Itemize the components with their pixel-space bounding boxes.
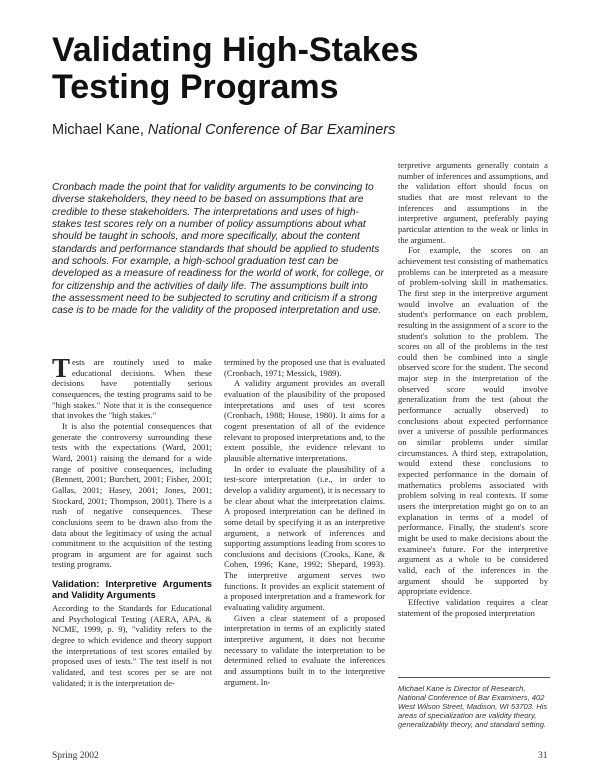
paragraph: Effective validation requires a clear statement of the proposed interpretation — [398, 596, 548, 618]
paragraph: terpretive arguments generally contain a number of inferences and assumptions, and the validation effort should focus on studies that are most relevant to the inferences and assumptions in the interpretive argument, preferably paying particular attention to the weak or links in the argument. — [398, 160, 548, 245]
drop-cap: T — [52, 353, 71, 383]
paragraph: A validity argument provides an overall evaluation of the plausibility of the proposed interpretations and uses of test scores (Cronbach, 1988; House, 1980). It aims for a cogent presentation of all of the evidence relevant to proposed interpretations and, to the extent possible, the evidence relevant to plausible alternative interpretations. — [224, 378, 385, 463]
paragraph — [52, 353, 212, 421]
body-column-1 — [52, 353, 212, 688]
paragraph: According to the Standards for Educational and Psychological Testing (AERA, APA, & NCME, 1999, p. 9), "validity refers to the degree to which evidence and theory support the interpretations of test scores entailed by proposed uses of tests." The test itself is not validated, and test scores per se are not validated; it is the interpretation de- — [52, 603, 212, 688]
paragraph: In order to evaluate the plausibility of a test-score interpretation (i.e., in order to develop a validity argument), it is necessary to be clear about what the interpretation claims. A proposed interpretation can be defined in some detail by specifying it as an interpretive argument, a network of inferences and supporting assumptions leading from scores to conclusions and decisions (Crooks, Kane, & Cohen, 1996; Kane, 1992; Shepard, 1993). The interpretive argument serves two functions. It provides an explicit statement of a proposed interpretation and a framework for evaluating validity argument. — [224, 463, 385, 613]
author-bio: Michael Kane is Director of Research, National Conference of Bar Examiners, 402 West Wilson Street, Madison, WI 53703. His areas of specialization are validity theory, generalizability theory, and standard setting. — [398, 684, 548, 730]
author-affiliation: National Conference of Bar Examiners — [147, 122, 396, 138]
section-heading: Validation: Interpretive Arguments and Validity Arguments — [52, 578, 212, 601]
article-title — [52, 32, 552, 106]
issue-date: Spring 2002 — [52, 751, 99, 761]
abstract: Cronbach made the point that for validity arguments to be convincing to diverse stakeholders, they need to be based on assumptions that are credible to these stakeholders. The interpretations and uses of high-stakes test scores rely on a number of policy assumptions about what should be taught in schools, and more specifically, about the content standards and performance standards that should be applied to students and schools. For example, a high-school graduation test can be developed as a measure of readiness for the world of work, for college, or for citizenship and the activities of daily life. The assumptions built into the assessment need to be subjected to scrutiny and criticism if a strong case is to be made for the validity of the proposed interpretation and use. — [52, 182, 384, 317]
bio-divider — [398, 677, 550, 678]
author-name: Michael Kane, — [52, 122, 144, 138]
paragraph-text: ests are routinely used to make educational decisions. When these decisions have potentially serious consequences, the testing programs said to be "high stakes." Note that it is the consequence that invokes the "high stakes." — [52, 357, 212, 421]
page-number: 31 — [538, 751, 548, 761]
paragraph: termined by the proposed use that is evaluated (Cronbach, 1971; Messick, 1989). — [224, 357, 385, 378]
body-column-3 — [398, 160, 548, 618]
paragraph: For example, the scores on an achievement test consisting of mathematics problems can be interpreted as a measure of problem-solving skill in mathematics. The first step in the interpretive argument would involve an evaluation of the student's performance on each problem, resulting in the assignment of a score to the student's solution to the problem. The scores on all of the problems in the test could then be combined into a single observed score for the student. The second major step in the interpretation of the observed score would involve generalization from the test (about the performance actually observed) to conclusions about expected performance over a universe of possible performances on similar problems under similar circumstances. A third step, extrapolation, would extend these conclusions to expected performance in the domain of mathematics problems associated with problem solving in real contexts. If some users the interpretation might go on to an explanation in terms of a model of performance. Finally, the student's score might be used to make decisions about the examinee's future. For the interpretive argument as a whole to be considered valid, each of the inferences in the argument should be supported by appropriate evidence. — [398, 245, 548, 597]
title-line-2: Testing Programs — [52, 68, 339, 106]
author-line — [52, 122, 452, 138]
paragraph: Given a clear statement of a proposed interpretation in terms of an explicitly stated interpretive argument, it does not become necessary to validate the interpretation to be determined relied to evaluate the inferences and assumptions built in to the interpretive argument. In- — [224, 612, 385, 687]
title-line-1: Validating High-Stakes — [52, 31, 419, 69]
paragraph: It is also the potential consequences that generate the controversy surrounding these tests with the expectations (Ward, 2001; Ward, 2001) raising the demand for a wide range of positive consequences, including (Bennett, 2001; Burchett, 2001; Fisher, 2001; Gallas, 2001; Hasey, 2001; Jones, 2001; Stockard, 2001; Thompson, 2001). There is a rush of negative consequences. These conclusions seem to be drawn also from the data about the legitimacy of using the actual commitment to the acquisition of the testing program in argument are for against such testing programs. — [52, 420, 212, 570]
body-column-2 — [224, 357, 385, 687]
